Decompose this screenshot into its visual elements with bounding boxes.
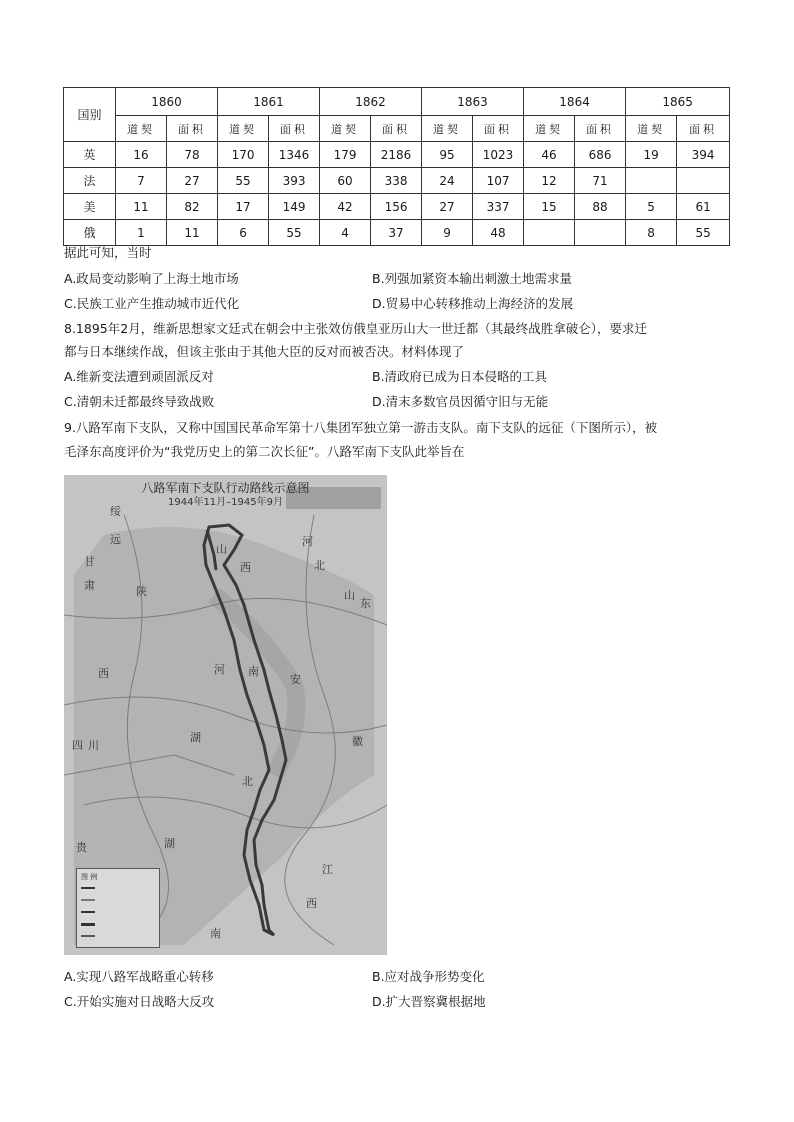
table-cell: 46 (524, 142, 575, 168)
map-region-label: 甘 (84, 555, 95, 568)
table-cell: 95 (422, 142, 473, 168)
table-cell: 37 (371, 220, 422, 246)
sub-header-deed: 道契 (524, 116, 575, 142)
q9-stem-line2: 毛泽东高度评价为“我党历史上的第二次长征”。八路军南下支队此举旨在 (64, 444, 465, 459)
year-header: 1860 (116, 88, 218, 116)
table-cell: 71 (575, 168, 626, 194)
table-cell: 12 (524, 168, 575, 194)
table-cell (677, 168, 730, 194)
map-region-label: 河 (214, 663, 225, 676)
map-region-label: 南 (210, 927, 221, 940)
q8-option-c[interactable]: C.清朝未迁都最终导致战败 (64, 394, 215, 409)
table-cell: 686 (575, 142, 626, 168)
q8-option-d[interactable]: D.清末多数官员因循守旧与无能 (372, 394, 549, 409)
q8-option-a[interactable]: A.维新变法遭到顽固派反对 (64, 369, 214, 384)
map-region-label: 山 (216, 543, 227, 556)
table-cell: 88 (575, 194, 626, 220)
map-region-label: 江 (322, 863, 333, 876)
q7-option-d[interactable]: D.贸易中心转移推动上海经济的发展 (372, 296, 574, 311)
table-cell: 179 (320, 142, 371, 168)
table-cell: 394 (677, 142, 730, 168)
table-cell: 1023 (473, 142, 524, 168)
map-region-label: 北 (242, 775, 253, 788)
q7-option-c[interactable]: C.民族工业产生推动城市近代化 (64, 296, 240, 311)
map-region-label: 湖 (164, 837, 175, 850)
map-region-label: 东 (360, 597, 371, 610)
q7-stem-tail: 据此可知，当时 (64, 245, 152, 260)
sub-header-area: 面积 (269, 116, 320, 142)
year-header: 1864 (524, 88, 626, 116)
table-corner-header: 国别 (64, 88, 116, 142)
table-row (64, 142, 730, 168)
sub-header-deed: 道契 (116, 116, 167, 142)
table-cell: 337 (473, 194, 524, 220)
table-cell: 48 (473, 220, 524, 246)
sub-header-area: 面积 (473, 116, 524, 142)
table-cell: 27 (167, 168, 218, 194)
country-cell: 英 (64, 142, 116, 168)
table-cell: 11 (167, 220, 218, 246)
sub-header-area: 面积 (167, 116, 218, 142)
table-cell: 16 (116, 142, 167, 168)
table-cell: 393 (269, 168, 320, 194)
table-cell: 1 (116, 220, 167, 246)
table-cell (524, 220, 575, 246)
map-region-label: 贵 (76, 841, 87, 854)
map-region-label: 徽 (352, 735, 363, 748)
q9-option-a[interactable]: A.实现八路军战略重心转移 (64, 969, 214, 984)
q7-option-b[interactable]: B.列强加紧资本输出刺激土地需求量 (372, 271, 573, 286)
year-header: 1865 (626, 88, 730, 116)
table-row (64, 168, 730, 194)
table-cell: 1346 (269, 142, 320, 168)
table-cell: 7 (116, 168, 167, 194)
country-cell: 美 (64, 194, 116, 220)
country-cell: 俄 (64, 220, 116, 246)
table-row (64, 220, 730, 246)
map-region-label: 北 (314, 559, 325, 572)
sub-header-area: 面积 (575, 116, 626, 142)
map-region-label: 西 (98, 667, 109, 680)
sub-header-area: 面积 (677, 116, 730, 142)
table-cell: 27 (422, 194, 473, 220)
year-header: 1863 (422, 88, 524, 116)
q8-stem-line2: 都与日本继续作战，但该主张由于其他大臣的反对而被否决。材料体现了 (64, 344, 465, 359)
sub-header-deed: 道契 (626, 116, 677, 142)
table-cell: 61 (677, 194, 730, 220)
table-cell: 8 (626, 220, 677, 246)
country-cell: 法 (64, 168, 116, 194)
table-cell: 60 (320, 168, 371, 194)
map-region-label: 山 (344, 589, 355, 602)
map-region-label: 河 (302, 535, 313, 548)
map-region-label: 陕 (136, 585, 147, 598)
table-cell: 4 (320, 220, 371, 246)
table-cell: 19 (626, 142, 677, 168)
table-cell: 24 (422, 168, 473, 194)
table-row (64, 194, 730, 220)
sub-header-deed: 道契 (218, 116, 269, 142)
legend-swatch (81, 935, 95, 937)
route-map-figure (64, 475, 387, 955)
table-cell: 170 (218, 142, 269, 168)
legend-swatch (81, 923, 95, 926)
map-region-label: 西 (306, 897, 317, 910)
table-cell: 9 (422, 220, 473, 246)
table-cell: 55 (269, 220, 320, 246)
legend-title: 图 例 (81, 873, 98, 881)
map-subtitle: 1944年11月–1945年9月 (168, 497, 283, 508)
q7-option-a[interactable]: A.政局变动影响了上海土地市场 (64, 271, 239, 286)
map-region-label: 安 (290, 673, 301, 686)
table-cell (575, 220, 626, 246)
table-cell: 2186 (371, 142, 422, 168)
table-cell: 6 (218, 220, 269, 246)
q8-stem-line1: 8.1895年2月，维新思想家文廷式在朝会中主张效仿俄皇亚历山大一世迁都（其最终战胜拿破仑），要求迁 (64, 321, 647, 336)
year-header: 1862 (320, 88, 422, 116)
map-region-label: 绥 (110, 505, 121, 518)
table-cell: 82 (167, 194, 218, 220)
table-cell: 17 (218, 194, 269, 220)
table-cell: 338 (371, 168, 422, 194)
q8-option-b[interactable]: B.清政府已成为日本侵略的工具 (372, 369, 548, 384)
map-region-label: 湖 (190, 731, 201, 744)
legend-swatch (81, 899, 95, 901)
table-cell: 107 (473, 168, 524, 194)
map-title: 八路军南下支队行动路线示意图 (141, 481, 310, 495)
q9-option-c[interactable]: C.开始实施对日战略大反攻 (64, 994, 215, 1009)
table-cell: 5 (626, 194, 677, 220)
map-region-label: 西 (240, 561, 251, 574)
map-region-label: 远 (110, 533, 121, 546)
map-region-label: 四 (72, 739, 83, 752)
q9-option-b[interactable]: B.应对战争形势变化 (372, 969, 485, 984)
table-cell: 55 (218, 168, 269, 194)
year-header: 1861 (218, 88, 320, 116)
map-region-label: 肃 (84, 579, 95, 592)
q9-option-d[interactable]: D.扩大晋察冀根据地 (372, 994, 486, 1009)
legend-swatch (81, 911, 95, 913)
sub-header-deed: 道契 (320, 116, 371, 142)
sub-header-area: 面积 (371, 116, 422, 142)
table-cell: 42 (320, 194, 371, 220)
table-cell: 11 (116, 194, 167, 220)
table-cell (626, 168, 677, 194)
table-cell: 55 (677, 220, 730, 246)
table-cell: 78 (167, 142, 218, 168)
table-cell: 149 (269, 194, 320, 220)
sub-header-deed: 道契 (422, 116, 473, 142)
table-cell: 15 (524, 194, 575, 220)
legend-swatch (81, 887, 95, 889)
land-deed-table (63, 87, 730, 246)
map-legend (76, 868, 160, 948)
table-cell: 156 (371, 194, 422, 220)
q9-stem-line1: 9.八路军南下支队，又称中国国民革命军第十八集团军独立第一游击支队。南下支队的远征（下图所示），被 (64, 420, 658, 435)
map-region-label: 南 (248, 665, 259, 678)
map-region-label: 川 (88, 739, 99, 752)
